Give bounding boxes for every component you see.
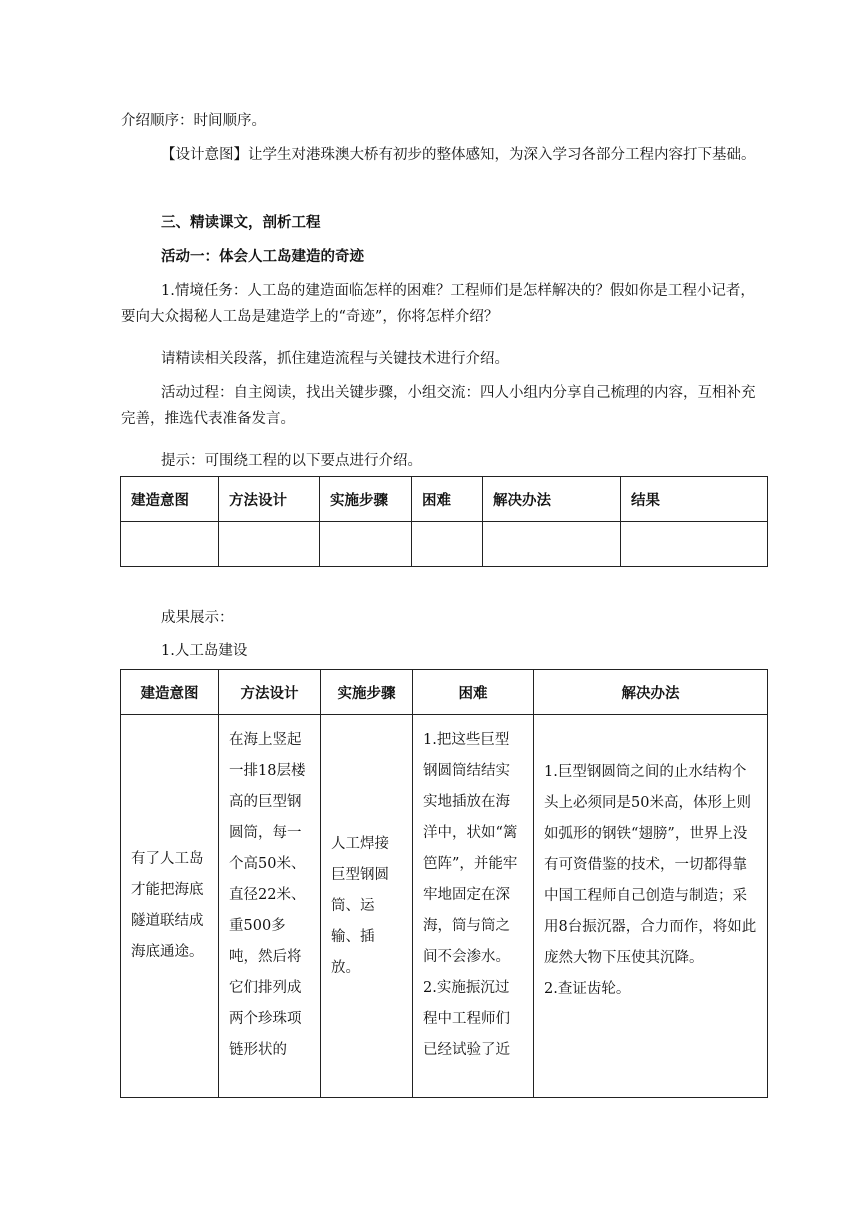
header-cell: 实施步骤 bbox=[320, 477, 412, 522]
solution-cell bbox=[534, 715, 768, 1098]
empty-cell bbox=[121, 522, 219, 567]
header-cell: 结果 bbox=[621, 477, 768, 522]
header-cell: 方法设计 bbox=[219, 477, 320, 522]
method-cell: 在海上竖起一排18层楼高的巨型钢圆筒，每一个高50米、直径22米、重500多吨，然后将它们排列成两个珍珠项链形状的 bbox=[219, 715, 321, 1098]
empty-cell bbox=[219, 522, 320, 567]
section-heading: 三、精读课文，剖析工程 bbox=[161, 214, 321, 231]
header-cell: 方法设计 bbox=[219, 670, 321, 715]
task-text: 1.情境任务：人工岛的建造面临怎样的困难？工程师们是怎样解决的？假如你是工程小记者，要向大众揭秘人工岛是建造学上的“奇迹”，你将怎样介绍？ bbox=[121, 283, 755, 325]
empty-cell bbox=[621, 522, 768, 567]
process-text: 活动过程：自主阅读，找出关键步骤，小组交流：四人小组内分享自己梳理的内容，互相补充完善，推选代表准备发言。 bbox=[121, 385, 756, 427]
table-header-row bbox=[121, 477, 768, 522]
points-table bbox=[120, 476, 768, 567]
header-cell: 建造意图 bbox=[121, 477, 219, 522]
header-cell: 实施步骤 bbox=[321, 670, 413, 715]
empty-cell bbox=[483, 522, 621, 567]
table-row bbox=[121, 715, 768, 1098]
results-label: 成果展示： bbox=[161, 610, 234, 626]
island-table bbox=[120, 669, 768, 1098]
design-intent-text: 【设计意图】让学生对港珠澳大桥有初步的整体感知，为深入学习各部分工程内容打下基础。 bbox=[161, 147, 756, 163]
header-cell: 解决办法 bbox=[483, 477, 621, 522]
island-build-label: 1.人工岛建设 bbox=[161, 643, 248, 659]
activity-heading: 活动一：体会人工岛建造的奇迹 bbox=[161, 248, 364, 265]
difficulty-cell: 1.把这些巨型钢圆筒结结实实地插放在海洋中，状如“篱笆阵”，并能牢牢地固定在深海，筒与筒之间不会渗水。 2.实施振沉过程中工程师们已经试验了近 bbox=[413, 715, 534, 1098]
header-cell: 解决办法 bbox=[534, 670, 768, 715]
table-row bbox=[121, 522, 768, 567]
table-header-row bbox=[121, 670, 768, 715]
read-instruction-text: 请精读相关段落，抓住建造流程与关键技术进行介绍。 bbox=[161, 351, 509, 367]
header-cell: 困难 bbox=[412, 477, 483, 522]
header-cell: 建造意图 bbox=[121, 670, 219, 715]
intent-cell: 有了人工岛才能把海底隧道联结成海底通途。 bbox=[121, 715, 219, 1098]
solution-item: 2.查证齿轮。 bbox=[544, 981, 631, 997]
empty-cell bbox=[320, 522, 412, 567]
empty-cell bbox=[412, 522, 483, 567]
intro-order-text: 介绍顺序：时间顺序。 bbox=[121, 113, 266, 129]
hint-text: 提示：可围绕工程的以下要点进行介绍。 bbox=[161, 453, 422, 469]
steps-cell: 人工焊接巨型钢圆筒、运输、插放。 bbox=[321, 715, 413, 1098]
header-cell: 困难 bbox=[413, 670, 534, 715]
solution-item: 1.巨型钢圆筒之间的止水结构个头上必须同是50米高，体形上则如弧形的钢铁“翅膀”，世界上没有可资借鉴的技术，一切都得靠中国工程师自己创造与制造；采用8台振沉器，合力而作，将如此庞然大物下压使其沉降。 bbox=[544, 764, 757, 966]
